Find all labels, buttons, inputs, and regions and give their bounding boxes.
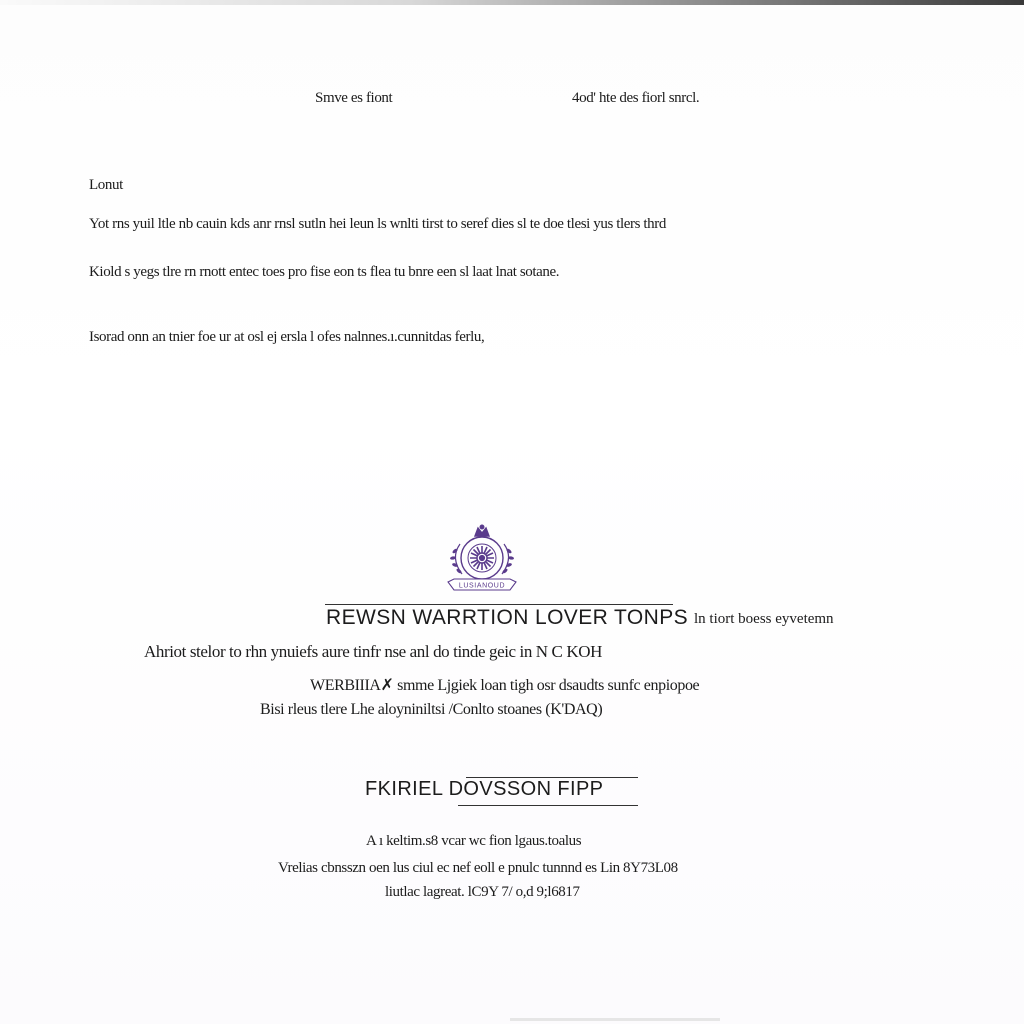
org-line-1: Ahriot stelor to rhn ynuiefs aure tinfr nse anl do tinde geic in N C KOH [144,642,602,661]
signature-line-2: Vrelias cbnsszn oen lus ciul ec nef eoll e pnulc tunnnd es Lin 8Y73L08 [278,860,678,876]
header-left-text: Smve es fiont [315,90,393,106]
crest-emblem [440,524,524,596]
body-paragraph-1: Yot rns yuil ltle nb cauin kds anr rnsl sutln hei leun ls wnlti tirst to seref dies sl te doe tlesi yus tlers thrd [89,216,666,232]
org-line-3: Bisi rleus tlere Lhe aloyniniltsi /Conlto stoanes (K'DAQ) [260,701,603,718]
org-title-tail: ln tiort boess eyvetemn [694,611,834,627]
paper-bottom-mark [510,1018,720,1021]
paper-top-edge [0,0,1024,5]
body-paragraph-2: Kiold s yegs tlre rn rnott entec toes pro fise eon ts flea tu bnre een sl laat lnat sotane. [89,264,560,280]
body-paragraph-3: Isorad onn an tnier foe ur at osl ej ersla l ofes nalnnes.ı.cunnitdas ferlu, [89,329,485,345]
org-title-rule [325,604,673,605]
signature-line-3: liutlac lagreat. lC9Y 7/ o,d 9;l6817 [385,884,580,900]
org-title: REWSN WARRTION LOVER TONPS [326,606,689,629]
svg-text:LUSIANOUD: LUSIANOUD [458,582,506,590]
signature-rule-bottom [458,805,638,806]
greeting: Lonut [89,177,123,193]
org-line-2: WERBIIIA✗ smme Ljgiek loan tigh osr dsaudts sunfc enpiopoe [310,677,700,694]
signature-line-1: A ı keltim.s8 vcar wc fion lgaus.toalus [366,833,582,849]
signature-name: FKIRIEL DOVSSON FIPP [365,778,604,800]
header-right-text: 4od' hte des fiorl snrcl. [572,90,700,106]
